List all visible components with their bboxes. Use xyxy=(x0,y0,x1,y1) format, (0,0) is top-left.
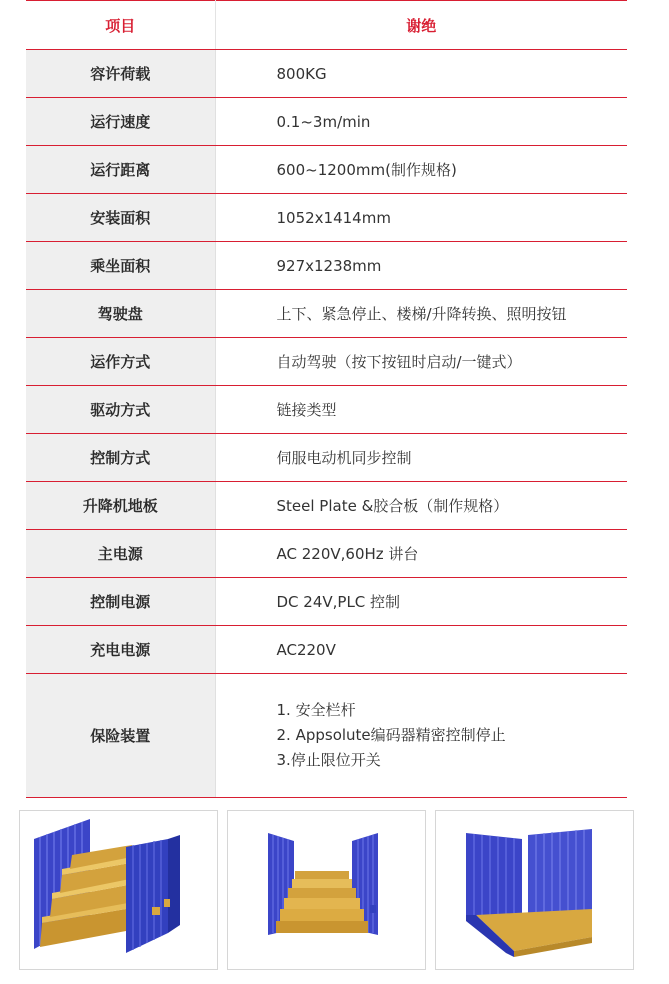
stair-lift-front-image xyxy=(227,810,426,970)
row-label: 驱动方式 xyxy=(26,386,215,434)
table-row xyxy=(26,290,627,338)
row-value: 800KG xyxy=(215,50,627,98)
row-value: Steel Plate &胶合板（制作规格） xyxy=(215,482,627,530)
stair-lift-angle-icon xyxy=(20,811,217,969)
row-value: 上下、紧急停止、楼梯/升降转换、照明按钮 xyxy=(215,290,627,338)
header-spec: 谢绝 xyxy=(215,1,627,50)
platform-lift-image xyxy=(435,810,634,970)
row-value: 927x1238mm xyxy=(215,242,627,290)
table-row xyxy=(26,386,627,434)
safety-item: 2. Appsolute编码器精密控制停止 xyxy=(276,726,506,744)
safety-list xyxy=(215,674,627,798)
row-label: 充电电源 xyxy=(26,626,215,674)
row-value: DC 24V,PLC 控制 xyxy=(215,578,627,626)
table-row xyxy=(26,146,627,194)
row-label: 运行距离 xyxy=(26,146,215,194)
table-row xyxy=(26,434,627,482)
row-value: 链接类型 xyxy=(215,386,627,434)
row-label: 控制方式 xyxy=(26,434,215,482)
row-label: 控制电源 xyxy=(26,578,215,626)
table-row xyxy=(26,50,627,98)
safety-item: 3.停止限位开关 xyxy=(276,751,381,769)
row-label: 保险装置 xyxy=(26,674,215,798)
row-label: 乘坐面积 xyxy=(26,242,215,290)
table-header xyxy=(26,1,627,50)
table-row xyxy=(26,194,627,242)
row-value: 600~1200mm(制作规格) xyxy=(215,146,627,194)
row-label: 升降机地板 xyxy=(26,482,215,530)
row-label: 主电源 xyxy=(26,530,215,578)
row-label: 驾驶盘 xyxy=(26,290,215,338)
table-row xyxy=(26,578,627,626)
row-value: AC220V xyxy=(215,626,627,674)
stair-lift-front-icon xyxy=(228,811,425,969)
table-row xyxy=(26,98,627,146)
platform-lift-icon xyxy=(436,811,633,969)
table-row xyxy=(26,482,627,530)
row-value: 1052x1414mm xyxy=(215,194,627,242)
table-row xyxy=(26,242,627,290)
safety-row xyxy=(26,674,627,798)
table-row xyxy=(26,626,627,674)
table-row xyxy=(26,530,627,578)
row-label: 安装面积 xyxy=(26,194,215,242)
row-value: AC 220V,60Hz 讲台 xyxy=(215,530,627,578)
safety-item: 1. 安全栏杆 xyxy=(276,701,356,719)
product-images xyxy=(19,810,634,970)
table-row xyxy=(26,338,627,386)
row-value: 0.1~3m/min xyxy=(215,98,627,146)
header-item: 项目 xyxy=(26,1,215,50)
spec-table xyxy=(26,0,627,798)
row-label: 容许荷载 xyxy=(26,50,215,98)
row-value: 自动驾驶（按下按钮时启动/一键式） xyxy=(215,338,627,386)
row-value: 伺服电动机同步控制 xyxy=(215,434,627,482)
row-label: 运行速度 xyxy=(26,98,215,146)
stair-lift-angle-image xyxy=(19,810,218,970)
row-label: 运作方式 xyxy=(26,338,215,386)
